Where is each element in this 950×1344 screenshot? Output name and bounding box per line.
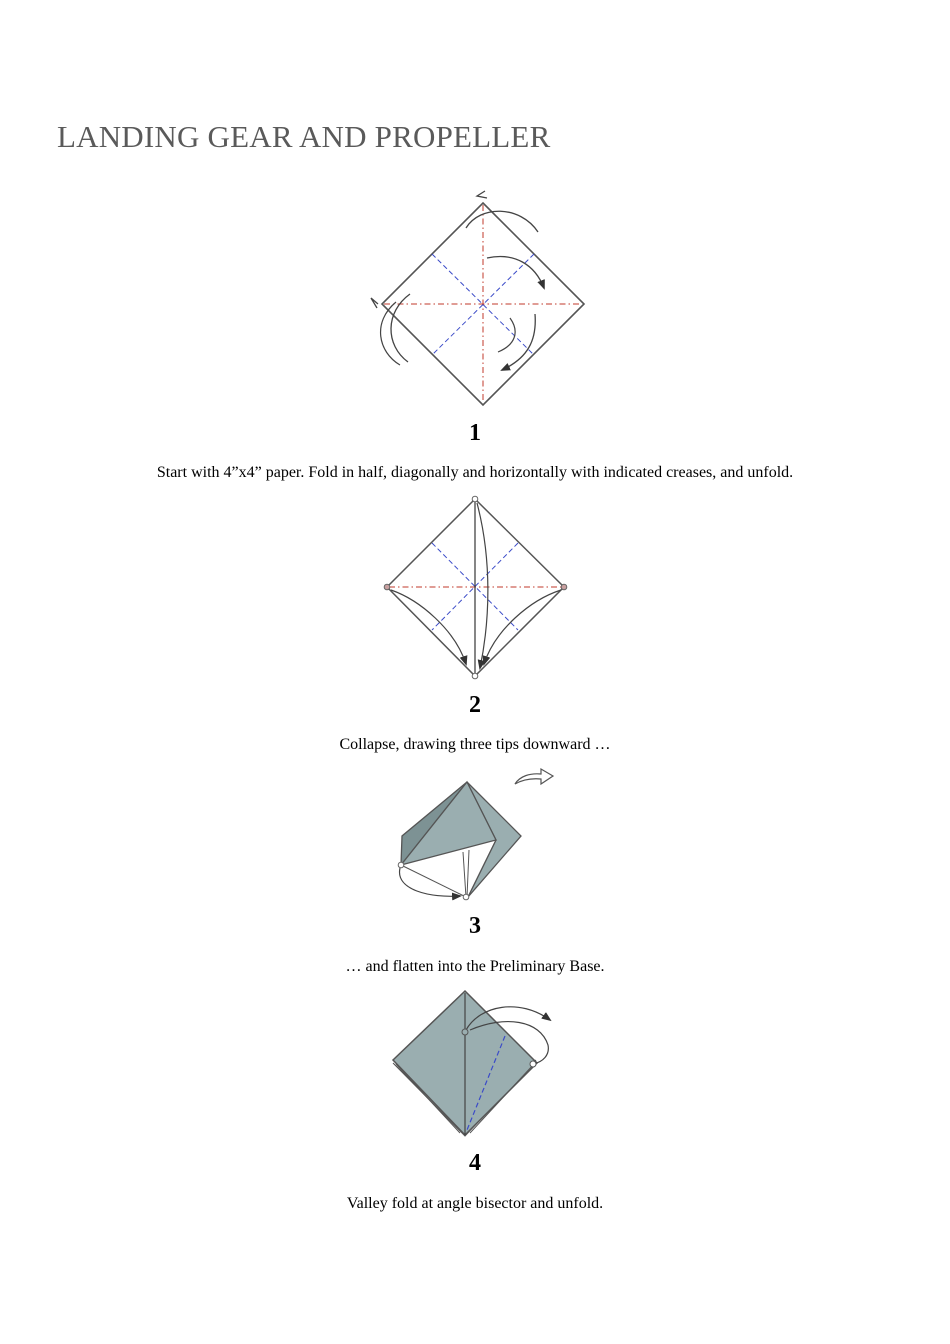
fold-arrow-left-head [371, 298, 378, 308]
step-1-diagram [360, 188, 600, 413]
inner-line-b [463, 852, 466, 897]
step-2-number: 2 [469, 692, 481, 718]
step-1-caption: Start with 4”x4” paper. Fold in half, diagonally and horizontally with indicated creases, and unfold. [156, 464, 794, 481]
reference-dot-left [398, 862, 404, 868]
reference-dot-top [472, 496, 478, 502]
reference-dot-left [384, 584, 390, 590]
step-4-diagram [385, 983, 565, 1143]
page-title: LANDING GEAR AND PROPELLER [57, 119, 551, 154]
paper-flap-front [401, 782, 496, 865]
reference-dot-bottom [463, 894, 469, 900]
step-2-caption: Collapse, drawing three tips downward … [339, 736, 611, 753]
step-3-diagram [390, 762, 565, 907]
reference-dot-right [530, 1061, 536, 1067]
reference-dot-right [561, 584, 567, 590]
reference-dot-bottom [472, 673, 478, 679]
reference-dot-center [462, 1029, 468, 1035]
fold-arrow-top-head [477, 191, 487, 198]
inner-line-c [467, 850, 469, 897]
inner-line-a [401, 865, 466, 897]
step-4-number: 4 [469, 1150, 481, 1176]
step-2-diagram [378, 490, 573, 685]
fold-arrow-bottom [400, 868, 460, 896]
hollow-arrow [515, 769, 553, 784]
step-4-caption: Valley fold at angle bisector and unfold. [346, 1195, 604, 1212]
step-3-caption: … and flatten into the Preliminary Base. [345, 958, 605, 975]
step-1-number: 1 [469, 420, 481, 446]
step-3-number: 3 [469, 913, 481, 939]
